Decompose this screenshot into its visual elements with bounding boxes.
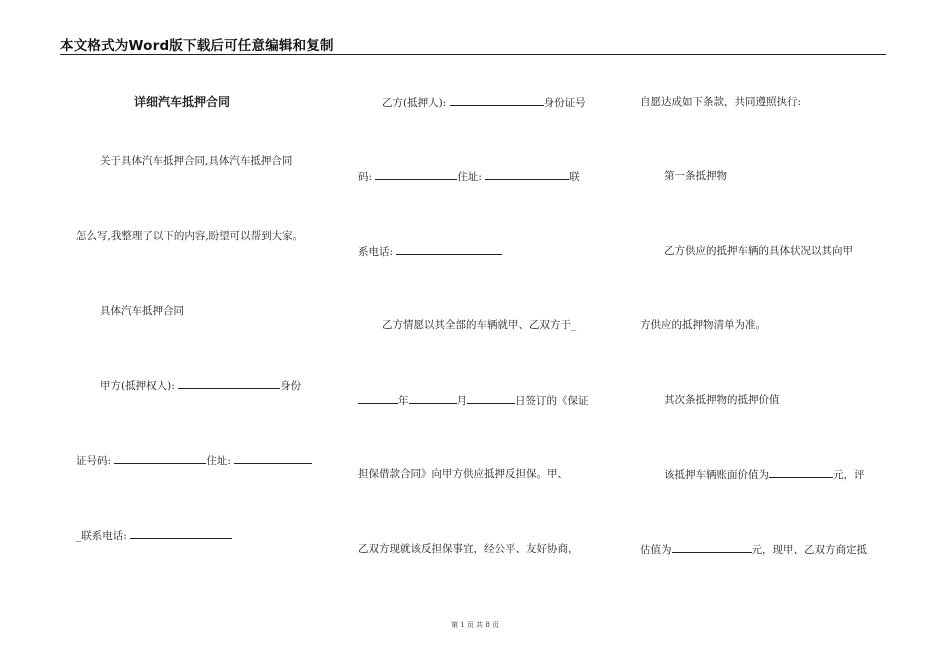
estimate-blank[interactable] (672, 542, 752, 553)
address-blank-b[interactable] (485, 169, 569, 180)
party-a-name-blank[interactable] (178, 378, 280, 389)
estimate-line (640, 542, 867, 557)
intro-line-1: 关于具体汽车抵押合同,具体汽车抵押合同 (100, 155, 293, 167)
subtitle: 具体汽车抵押合同 (100, 305, 184, 317)
id-number-blank-b[interactable] (375, 169, 457, 180)
year-label: 年 (398, 395, 409, 407)
address-blank[interactable] (234, 453, 312, 464)
phone-line (76, 528, 232, 543)
para-line-4: 乙双方现就该反担保事宜，经公平、友好协商， (358, 543, 579, 555)
party-a-line (100, 378, 301, 393)
article-2-heading: 其次条抵押物的抵押价值 (664, 394, 780, 406)
book-value-line (664, 467, 865, 482)
phone-blank[interactable] (130, 528, 232, 539)
id-label: 证号码: (76, 455, 112, 467)
date-line (358, 393, 589, 408)
address-label: 住址: (206, 455, 231, 467)
id-address-line (76, 453, 312, 468)
book-value-prefix: 该抵押车辆账面价值为 (664, 469, 769, 481)
address-label-b: 住址: (457, 171, 482, 183)
page-number: 第 1 页 共 8 页 (450, 621, 500, 629)
party-b-line (382, 95, 586, 110)
article-1-heading: 第一条抵押物 (664, 170, 727, 182)
code-label: 码: (358, 171, 373, 183)
para-line-1: 乙方情愿以其全部的车辆就甲、乙双方于_ (382, 319, 577, 331)
document-title: 详细汽车抵押合同 (134, 95, 231, 109)
intro-line-2: 怎么写,我整理了以下的内容,盼望可以帮到大家。 (76, 230, 304, 242)
party-b-label: 乙方(抵押人): (382, 97, 447, 109)
document-header (60, 34, 886, 55)
phone-label-b: 系电话: (358, 246, 394, 258)
book-value-suffix: 元，评 (833, 469, 865, 481)
day-text: 日签订的《保证 (515, 395, 589, 407)
day-blank[interactable] (467, 393, 515, 404)
party-a-label: 甲方(抵押权人): (100, 380, 175, 392)
book-value-blank[interactable] (769, 467, 833, 478)
id-suffix: 身份 (280, 380, 302, 392)
code-address-line (358, 169, 580, 184)
clause-intro: 自愿达成如下条款，共同遵照执行: (640, 96, 802, 108)
month-blank[interactable] (409, 393, 457, 404)
phone-line-b (358, 244, 502, 259)
contact-suffix: 联 (569, 171, 580, 183)
year-blank[interactable] (358, 393, 398, 404)
para-line-3: 担保借款合同》向甲方供应抵押反担保。甲、 (358, 468, 568, 480)
estimate-suffix: 元，现甲、乙双方商定抵 (751, 544, 867, 556)
id-label-b: 身份证号 (543, 97, 586, 109)
estimate-prefix: 估值为 (640, 544, 672, 556)
id-number-blank[interactable] (114, 453, 206, 464)
header-title: 本文格式为Word版下载后可任意编辑和复制 (60, 38, 334, 54)
phone-blank-b[interactable] (396, 244, 502, 255)
article-1-text-1: 乙方供应的抵押车辆的具体状况以其向甲 (664, 245, 853, 257)
party-b-name-blank[interactable] (450, 95, 544, 106)
month-label: 月 (456, 395, 467, 407)
article-1-text-2: 方供应的抵押物清单为准。 (640, 319, 766, 331)
phone-label: _联系电话: (76, 530, 127, 542)
